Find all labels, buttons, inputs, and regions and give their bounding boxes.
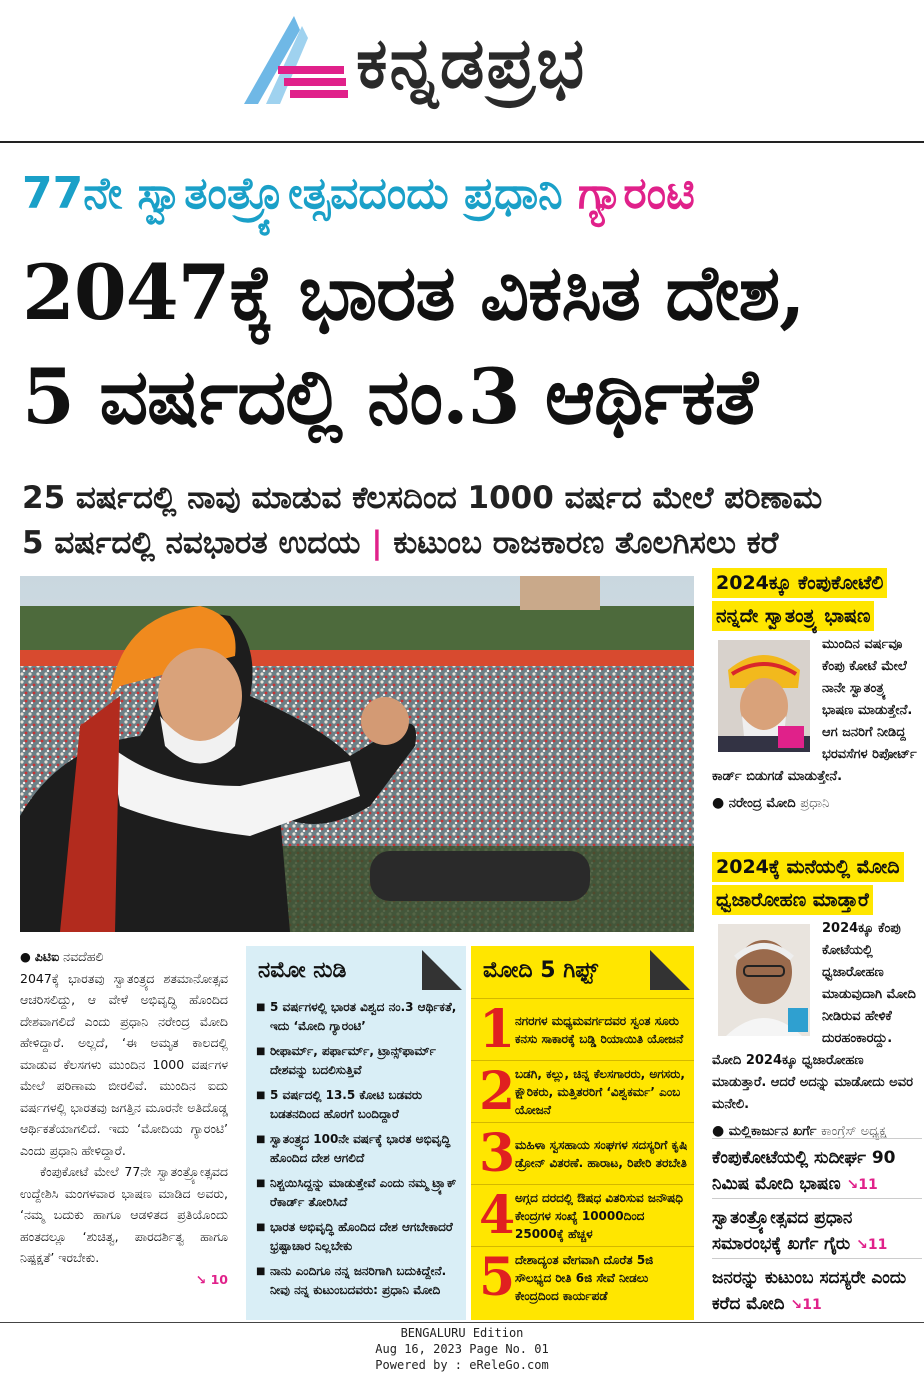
lead-headline-line1[interactable]: 2047ಕ್ಕೆ ಭಾರತ ವಿಕಸಿತ ದೇಶ,	[22, 248, 805, 337]
gift-number: 3	[479, 1122, 516, 1184]
brief-text: ಜನರನ್ನು ಕುಟುಂಬ ಸದಸ್ಯರೇ ಎಂದು ಕರೆದ ಮೋದಿ	[712, 1268, 907, 1314]
dateline-place: ನವದೆಹಲಿ	[63, 949, 104, 964]
kicker-highlight: ಗ್ಯಾರಂಟಿ	[577, 168, 695, 219]
side-story-title-line2: ಧ್ವಜಾರೋಹಣ ಮಾಡ್ತಾರೆ	[712, 885, 873, 915]
list-item: ■ 5 ವರ್ಷಗಳಲ್ಲಿ ಭಾರತ ವಿಶ್ವದ ನಂ.3 ಆರ್ಥಿಕತೆ, ಇದು ‘ಮೋದಿ ಗ್ಯಾರಂಟಿ’	[256, 998, 458, 1036]
list-item: ■ ನಿಶ್ಚಯಿಸಿದ್ದನ್ನು ಮಾಡುತ್ತೇವೆ ಎಂದು ನಮ್ಮ ಟ್ರ್ಯಾಕ್ ರೆಕಾರ್ಡ್ ತೋರಿಸಿದೆ	[256, 1174, 458, 1212]
bullet-icon: ●	[712, 795, 725, 811]
list-item: ■ 5 ವರ್ಷದಲ್ಲಿ 13.5 ಕೋಟಿ ಬಡವರು ಬಡತನದಿಂದ ಹೊರಗೆ ಬಂದಿದ್ದಾರೆ	[256, 1086, 458, 1124]
lead-subhead-line2	[22, 525, 778, 562]
gift-text: ನಗರಗಳ ಮಧ್ಯಮವರ್ಗದವರ ಸ್ವಂತ ಸೂರು ಕನಸು ಸಾಕಾರಕ್ಕೆ ಬಡ್ಡಿ ರಿಯಾಯಿತಿ ಯೋಜನೆ	[515, 1013, 684, 1046]
side-story-body	[712, 634, 922, 815]
side-story-text: ಮುಂದಿನ ವರ್ಷವೂ ಕೆಂಪು ಕೋಟೆ ಮೇಲೆ ನಾನೇ ಸ್ವಾತಂತ್ರ್ಯ ಭಾಷಣ ಮಾಡುತ್ತೇನೆ. ಆಗ ಜನರಿಗೆ ನೀಡಿದ್ದ ಭರವಸೆಗಳ ರಿಪೋರ್ಟ್ ಕಾರ್ಡ್ ಬಿಡುಗಡೆ ಮಾಡುತ್ತೇನೆ.	[712, 637, 917, 784]
lead-headline-line2[interactable]: 5 ವರ್ಷದಲ್ಲಿ ನಂ.3 ಆರ್ಥಿಕತೆ	[22, 352, 758, 441]
masthead-rule	[0, 141, 924, 143]
modi-gifts-box	[471, 946, 694, 1320]
gifts-box-title: ಮೋದಿ 5 ಗಿಫ್ಟ್	[483, 958, 599, 983]
side-story-modi[interactable]	[712, 568, 922, 815]
lead-kicker	[22, 168, 922, 219]
namo-quotes-box	[246, 946, 466, 1320]
brief-text: ಸ್ವಾತಂತ್ರ್ಯೋತ್ಸವದ ಪ್ರಧಾನ ಸಮಾರಂಭಕ್ಕೆ ಖರ್ಗೆ ಗೈರು	[712, 1208, 853, 1254]
list-item: ■ ನಾನು ಎಂದಿಗೂ ನನ್ನ ಜನರಿಗಾಗಿ ಬದುಕಿದ್ದೇನೆ. ನೀವು ನನ್ನ ಕುಟುಂಬದವರು: ಪ್ರಧಾನಿ ಮೋದಿ	[256, 1262, 458, 1300]
footer-date-page: Aug 16, 2023 Page No. 01	[375, 1342, 549, 1356]
gift-number: 5	[479, 1246, 516, 1308]
story-paragraph-1: 2047ಕ್ಕೆ ಭಾರತವು ಸ್ವಾತಂತ್ರ್ಯದ ಶತಮಾನೋತ್ಸವ ಆಚರಿಸಲಿದ್ದು, ಆ ವೇಳೆ ಅಭಿವೃದ್ಧಿ ಹೊಂದಿದ ದೇಶವಾಗಲಿದೆ ಎಂದು ಪ್ರಧಾನಿ ನರೇಂದ್ರ ಮೋದಿ ಹೇಳಿದ್ದಾರೆ. ಅಲ್ಲದೆ, ‘ಈ ಅಮೃತ ಕಾಲದಲ್ಲಿ ಮಾಡುವ ಕೆಲಸಗಳು ಮುಂದಿನ 1000 ವರ್ಷಗಳ ಮೇಲೆ ಪರಿಣಾಮ ಬೀರಲಿವೆ. ಮುಂದಿನ ಐದು ವರ್ಷಗಳಲ್ಲಿ ಭಾರತವು ಜಗತ್ತಿನ ಮೂರನೇ ಅತಿದೊಡ್ಡ ಆರ್ಥಿಕತೆಯಾಗಲಿದೆ. ಇದು ‘ಮೋದಿಯ ಗ್ಯಾರಂಟಿ’ ಎಂದು ಪ್ರಧಾನಿ ಹೇಳಿದ್ದಾರೆ.	[20, 970, 228, 1158]
brief-text: ಕೆಂಪುಕೋಟೆಯಲ್ಲಿ ಸುದೀರ್ಘ 90 ನಿಮಿಷ ಮೋದಿ ಭಾಷಣ	[712, 1148, 896, 1194]
lead-story-body[interactable]	[20, 946, 228, 1290]
gift-number: 4	[479, 1184, 516, 1246]
gift-text: ಮಹಿಳಾ ಸ್ವಸಹಾಯ ಸಂಘಗಳ ಸದಸ್ಯರಿಗೆ ಕೃಷಿ ಡ್ರೋನ್ ವಿತರಣೆ. ಹಾರಾಟ, ರಿಪೇರಿ ತರಬೇತಿ	[515, 1137, 688, 1170]
modi-portrait	[718, 640, 810, 752]
namo-box-title: ನಮೋ ನುಡಿ	[258, 958, 347, 983]
byline-name: ಮಲ್ಲಿಕಾರ್ಜುನ ಖರ್ಗೆ	[728, 1124, 817, 1139]
namo-quotes-list	[246, 998, 466, 1300]
kicker-text: 77ನೇ ಸ್ವಾತಂತ್ರ್ಯೋತ್ಸವದಂದು ಪ್ರಧಾನಿ	[22, 168, 563, 219]
side-story-kharge[interactable]	[712, 852, 922, 1143]
gift-item	[471, 1246, 694, 1308]
red-fort-speech-photo	[20, 576, 694, 932]
story-dateline	[20, 946, 228, 968]
masthead	[0, 0, 924, 140]
subhead-separator: |	[371, 525, 383, 561]
brief-page-ref[interactable]: ↘11	[846, 1177, 878, 1193]
gift-text: ಬಡಗಿ, ಕಲ್ಲು, ಚಿನ್ನ ಕೆಲಸಗಾರರು, ಅಗಸರು, ಕ್ಷೌರಿಕರು, ಮತ್ತಿತರರಿಗೆ ‘ವಿಶ್ವಕರ್ಮ’ ಎಂಬ ಯೋಜನೆ	[515, 1066, 685, 1117]
side-story-title-line2: ನನ್ನದೇ ಸ್ವಾತಂತ್ರ್ಯ ಭಾಷಣ	[712, 601, 874, 631]
corner-fold-icon	[650, 950, 690, 990]
dateline-source: ಪಿಟಿಐ	[34, 949, 60, 964]
side-story-body	[712, 918, 922, 1143]
list-item: ■ ರೀಫಾರ್ಮ್, ಪರ್ಫಾರ್ಮ್, ಟ್ರಾನ್ಸ್‌ಫಾರ್ಮ್ ದೇಶವನ್ನು ಬದಲಿಸುತ್ತಿವೆ	[256, 1042, 458, 1080]
subhead-part-b: ಕುಟುಂಬ ರಾಜಕಾರಣ ತೊಲಗಿಸಲು ಕರೆ	[393, 525, 779, 561]
gift-text: ದೇಶಾದ್ಯಂತ ವೇಗವಾಗಿ ದೊರೆತ 5ಜಿ ಸೌಲಭ್ಯದ ರೀತಿ 6ಜಿ ಸೇವೆ ನೀಡಲು ಕೇಂದ್ರದಿಂದ ಕಾರ್ಯಪಡೆ	[515, 1252, 654, 1303]
kharge-portrait	[718, 924, 810, 1036]
brief-story[interactable]	[712, 1198, 922, 1258]
gift-item	[471, 1184, 694, 1246]
corner-fold-icon	[422, 950, 462, 990]
brief-page-ref[interactable]: ↘11	[790, 1297, 822, 1313]
gift-item	[471, 1122, 694, 1184]
bullet-icon: ●	[20, 949, 31, 964]
footer-powered-by[interactable]: Powered by : eReleGo.com	[375, 1358, 549, 1372]
story-paragraph-2: ಕೆಂಪುಕೋಟೆ ಮೇಲೆ 77ನೇ ಸ್ವಾತಂತ್ರ್ಯೋತ್ಸವದ ಉದ್ದೇಶಿಸಿ ಮಂಗಳವಾರ ಭಾಷಣ ಮಾಡಿದ ಅವರು, ‘ನಮ್ಮ ಬದುಕು ಹಾಗೂ ಆಡಳಿತದ ಪ್ರತಿಯೊಂದು ಹಂತದಲ್ಲೂ ‘ಶುಚಿತ್ವ, ಪಾರದರ್ಶಿತ್ವ ಹಾಗೂ ನಿಷ್ಪಕ್ಷತೆ’ ಇರಬೇಕು.	[20, 1164, 228, 1265]
bullet-icon: ●	[712, 1123, 725, 1139]
page-footer	[0, 1322, 924, 1373]
gift-number: 1	[479, 998, 516, 1060]
gift-item	[471, 1060, 694, 1122]
continued-page-ref[interactable]: ↘ 10	[195, 1271, 228, 1287]
gift-text: ಅಗ್ಗದ ದರದಲ್ಲಿ ಔಷಧ ವಿತರಿಸುವ ಜನೌಷಧಿ ಕೇಂದ್ರಗಳ ಸಂಖ್ಯೆ 10000ದಿಂದ 25000ಕ್ಕೆ ಹೆಚ್ಚಳ	[515, 1190, 684, 1241]
lead-subhead-line1: 25 ವರ್ಷದಲ್ಲಿ ನಾವು ಮಾಡುವ ಕೆಲಸದಿಂದ 1000 ವರ್ಷದ ಮೇಲೆ ಪರಿಣಾಮ	[22, 480, 823, 516]
list-item: ■ ಸ್ವಾತಂತ್ರ್ಯದ 100ನೇ ವರ್ಷಕ್ಕೆ ಭಾರತ ಅಭಿವೃದ್ಧಿ ಹೊಂದಿದ ದೇಶ ಆಗಲಿದೆ	[256, 1130, 458, 1168]
side-story-title-line1: 2024ಕ್ಕೆ ಮನೆಯಲ್ಲಿ ಮೋದಿ	[712, 852, 904, 882]
gift-number: 2	[479, 1060, 516, 1122]
ribbon-logo-icon	[244, 16, 348, 106]
brief-story[interactable]	[712, 1138, 922, 1198]
lead-photo[interactable]	[20, 576, 694, 932]
logo-wordmark: ಕನ್ನಡಪ್ರಭ	[356, 22, 587, 104]
list-item: ■ ಭಾರತ ಅಭಿವೃದ್ಧಿ ಹೊಂದಿದ ದೇಶ ಆಗಬೇಕಾದರೆ ಭ್ರಷ್ಟಾಚಾರ ನಿಲ್ಲಬೇಕು	[256, 1218, 458, 1256]
gift-item	[471, 998, 694, 1060]
byline-role: ಪ್ರಧಾನಿ	[800, 796, 830, 811]
byline-name: ನರೇಂದ್ರ ಮೋದಿ	[728, 796, 796, 811]
footer-edition: BENGALURU Edition	[400, 1326, 524, 1340]
side-story-byline	[712, 792, 922, 815]
byline-role: ಕಾಂಗ್ರೆಸ್ ಅಧ್ಯಕ್ಷ	[821, 1124, 887, 1139]
brief-story[interactable]	[712, 1258, 922, 1318]
subhead-part-a: 5 ವರ್ಷದಲ್ಲಿ ನವಭಾರತ ಉದಯ	[22, 525, 361, 561]
side-story-text: 2024ಕ್ಕೂ ಕೆಂಪು ಕೋಟೆಯಲ್ಲಿ ಧ್ವಜಾರೋಹಣ ಮಾಡುವುದಾಗಿ ಮೋದಿ ನೀಡಿರುವ ಹೇಳಿಕೆ ದುರಹಂಕಾರದ್ದು. ಮೋದಿ 2024ಕ್ಕೂ ಧ್ವಜಾರೋಹಣ ಮಾಡುತ್ತಾರೆ. ಆದರೆ ಅದನ್ನು ಮಾಡೋದು ಅವರ ಮನೇಲಿ.	[712, 921, 916, 1112]
brief-page-ref[interactable]: ↘11	[856, 1237, 888, 1253]
side-story-title-line1: 2024ಕ್ಕೂ ಕೆಂಪುಕೋಟೆಲಿ	[712, 568, 887, 598]
